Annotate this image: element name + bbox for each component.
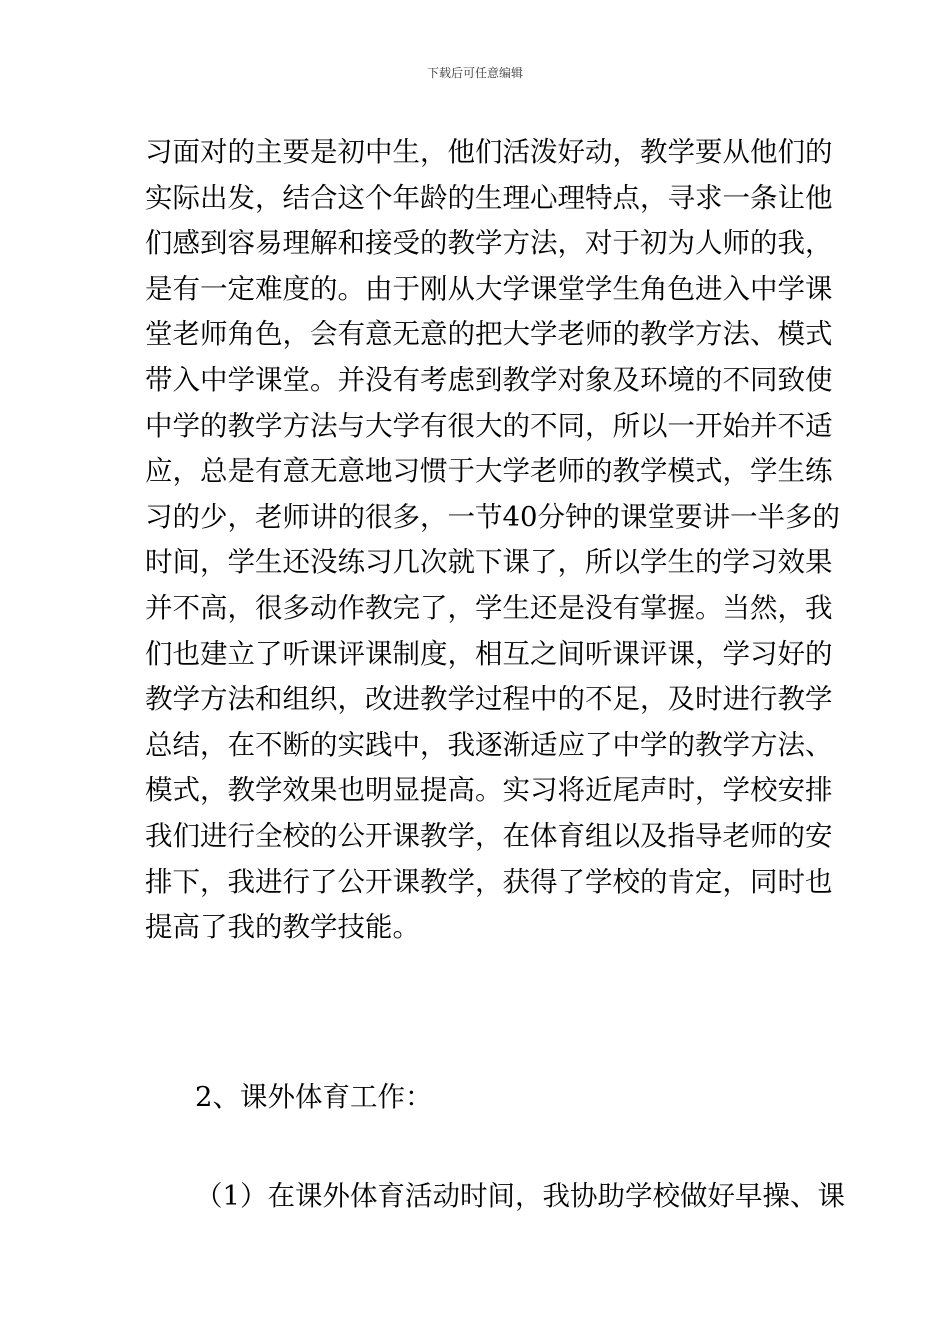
- paragraph-line: 习面对的主要是初中生，他们活泼好动，教学要从他们的: [145, 136, 833, 168]
- paragraph-line: 排下，我进行了公开课教学，获得了学校的肯定，同时也: [145, 865, 833, 898]
- paragraph-line: 时间，学生还没练习几次就下课了，所以学生的学习效果: [145, 546, 833, 579]
- paragraph-line: 带入中学课堂。并没有考虑到教学对象及环境的不同致使: [145, 363, 833, 396]
- paragraph-line: 教学方法和组织，改进教学过程中的不足，及时进行教学: [145, 683, 833, 716]
- paragraph-line: 并不高，很多动作教完了，学生还是没有掌握。当然，我: [145, 591, 833, 624]
- paragraph-line: 应，总是有意无意地习惯于大学老师的教学模式，学生练: [145, 455, 833, 488]
- paragraph-line: 我们进行全校的公开课教学，在体育组以及指导老师的安: [145, 819, 833, 852]
- paragraph-line: 总结，在不断的实践中，我逐渐适应了中学的教学方法、: [145, 728, 833, 761]
- paragraph-line: 堂老师角色，会有意无意的把大学老师的教学方法、模式: [145, 318, 833, 351]
- body-paragraph: [145, 130, 840, 951]
- section-item-1: （1）在课外体育活动时间，我协助学校做好早操、课: [195, 1180, 845, 1212]
- paragraph-line: 模式，教学效果也明显提高。实习将近尾声时，学校安排: [145, 774, 833, 807]
- paragraph-line: 中学的教学方法与大学有很大的不同，所以一开始并不适: [145, 409, 833, 442]
- paragraph-line: 提高了我的教学技能。: [145, 911, 420, 944]
- paragraph-line: 实际出发，结合这个年龄的生理心理特点，寻求一条让他: [145, 181, 833, 214]
- section-heading: 2、课外体育工作：: [195, 1081, 433, 1113]
- paragraph-line: 习的少，老师讲的很多，一节40分钟的课堂要讲一半多的: [145, 500, 840, 533]
- paragraph-line: 是有一定难度的。由于刚从大学课堂学生角色进入中学课: [145, 272, 833, 305]
- paragraph-line: 们感到容易理解和接受的教学方法，对于初为人师的我，: [145, 227, 833, 260]
- paragraph-line: 们也建立了听课评课制度，相互之间听课评课，学习好的: [145, 637, 833, 670]
- page-header: 下载后可任意编辑: [426, 66, 523, 80]
